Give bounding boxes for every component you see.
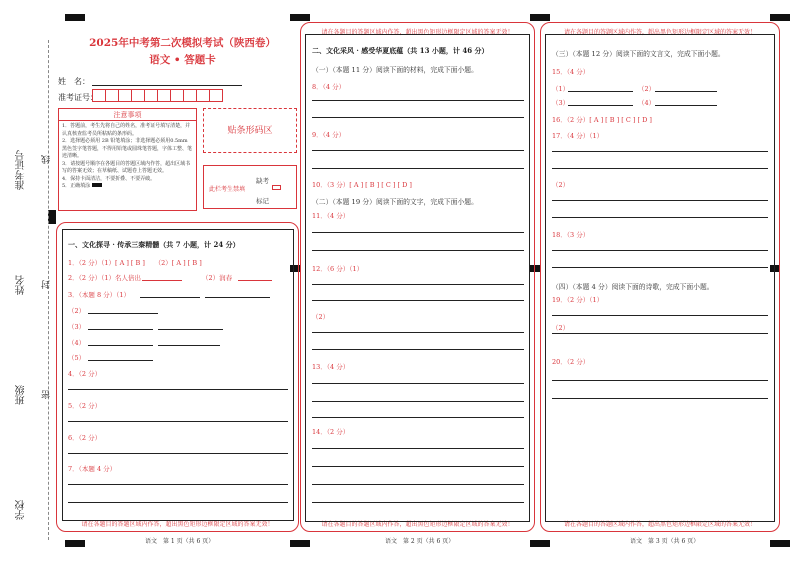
q18-answer-line[interactable] bbox=[552, 267, 768, 268]
q12: 12．（6 分）（1） bbox=[312, 265, 364, 273]
strip-class-label: 班级 bbox=[16, 385, 27, 405]
name-label: 姓 名： bbox=[58, 77, 90, 86]
exam-subtitle: 语文 • 答题卡 bbox=[149, 54, 216, 66]
sub3: （三）（本题 12 分）阅读下面的文言文，完成下面小题。 bbox=[552, 50, 725, 58]
q12-part2: （2） bbox=[312, 313, 330, 321]
q16[interactable]: 16．（2 分）[ A ] [ B ] [ C ] [ D ] bbox=[552, 116, 652, 124]
page2-footer: 语文 第 2 页（共 6 页） bbox=[385, 538, 455, 545]
strip-id-label: 准考证号 bbox=[16, 150, 27, 190]
registration-mark bbox=[290, 14, 310, 21]
sub1: （一）（本题 11 分）阅读下面的材料，完成下面小题。 bbox=[312, 66, 478, 74]
q3-part3: （3） bbox=[68, 323, 86, 331]
q8-answer-line[interactable] bbox=[312, 117, 524, 118]
q15-answer-line[interactable] bbox=[568, 91, 633, 92]
q20: 20．（2 分） bbox=[552, 358, 590, 366]
cut-label: 密 bbox=[42, 390, 52, 399]
q19-part2: （2） bbox=[552, 324, 570, 332]
q7-answer-line[interactable] bbox=[68, 502, 288, 503]
q11: 11．（4 分） bbox=[312, 212, 350, 220]
q17-answer-line[interactable] bbox=[552, 200, 768, 201]
q15-part3: （3） bbox=[552, 99, 570, 107]
q3: 3．（本题 8 分）（1） bbox=[68, 291, 131, 299]
absent-missing: 缺考 bbox=[256, 177, 269, 185]
page1-section-title: 一、文化探寻 · 传承三秦精髓（共 7 小题，计 24 分） bbox=[68, 240, 240, 249]
q15-part1: （1） bbox=[552, 85, 570, 93]
q3-answer-line[interactable] bbox=[158, 329, 223, 330]
q14-answer-line[interactable] bbox=[312, 484, 524, 485]
q2: 2．（2 分）（1）名人倍出 bbox=[68, 274, 141, 282]
page2-section-title: 二、文化采风 · 感受华夏底蕴（共 13 小题，计 46 分） bbox=[312, 46, 489, 55]
page-note: 请在各题目的答题区域内作答，超出黑色矩形边框限定区域的答案无效！ bbox=[563, 29, 756, 36]
q15-answer-line[interactable] bbox=[655, 91, 717, 92]
q1[interactable]: 1．（2 分）（1）[ A ] [ B ] （2）[ A ] [ B ] bbox=[68, 259, 202, 267]
q19-answer-line[interactable] bbox=[552, 315, 768, 316]
q4: 4．（2 分） bbox=[68, 370, 102, 378]
q3-answer-line[interactable] bbox=[140, 297, 200, 298]
notice-item: 5．正确填涂 bbox=[62, 183, 193, 191]
q7: 7．（本题 4 分） bbox=[68, 465, 117, 473]
cut-label: 线 bbox=[42, 155, 52, 164]
q20-answer-line[interactable] bbox=[552, 398, 768, 399]
notice-box bbox=[58, 108, 197, 211]
q2-part2: （2）润春 bbox=[202, 274, 233, 282]
q8-answer-line[interactable] bbox=[312, 100, 524, 101]
q9-answer-line[interactable] bbox=[312, 168, 524, 169]
sub2: （二）（本题 19 分）阅读下面的文字，完成下面小题。 bbox=[312, 198, 478, 206]
q11-answer-line[interactable] bbox=[312, 250, 524, 251]
q12-answer-line[interactable] bbox=[312, 300, 524, 301]
notice-item: 3．请按题号顺序在各题目的答题区域内作答，超出区域书写的答案无效；在草稿纸、试题卷上答题无效。 bbox=[62, 160, 191, 174]
q14-answer-line[interactable] bbox=[312, 448, 524, 449]
q19: 19．（2 分）（1） bbox=[552, 296, 604, 304]
q14-answer-line[interactable] bbox=[312, 502, 524, 503]
q3-part4: （4） bbox=[68, 339, 86, 347]
absent-box bbox=[203, 165, 297, 209]
q13-answer-line[interactable] bbox=[312, 417, 524, 418]
page1-footer: 语文 第 1 页（共 6 页） bbox=[145, 538, 215, 545]
page-note: 请在各题目的答题区域内作答，超出黑色矩形边框限定区域的答案无效！ bbox=[81, 521, 274, 528]
q7-answer-line[interactable] bbox=[68, 484, 288, 485]
notice-item: 2．选择题必须用 2B 铅笔填涂；非选择题必须用0.5mm 黑色签字笔答题，不得用铅笔或圆珠笔答题，字体工整、笔迹清晰。 bbox=[62, 138, 193, 159]
q4-answer-line[interactable] bbox=[68, 389, 288, 390]
strip-school-label: 学校 bbox=[16, 500, 27, 520]
q3-answer-line[interactable] bbox=[205, 297, 270, 298]
exam-title: 2025年中考第二次模拟考试（陕西卷） bbox=[89, 37, 276, 49]
q9-answer-line[interactable] bbox=[312, 150, 524, 151]
q3-answer-line[interactable] bbox=[88, 345, 153, 346]
notice-body bbox=[59, 121, 196, 193]
q14-answer-line[interactable] bbox=[312, 466, 524, 467]
q18-answer-line[interactable] bbox=[552, 250, 768, 251]
registration-mark bbox=[530, 540, 550, 547]
registration-mark bbox=[530, 14, 550, 21]
q14: 14．（2 分） bbox=[312, 428, 350, 436]
q17: 17．（4 分）（1） bbox=[552, 132, 604, 140]
id-label: 准考证号： bbox=[58, 93, 98, 102]
strip-name-label: 姓名 bbox=[16, 275, 27, 295]
q3-answer-line[interactable] bbox=[88, 360, 153, 361]
sub4: （四）（本题 4 分）阅读下面的诗歌，完成下面小题。 bbox=[552, 283, 714, 291]
q5: 5．（2 分） bbox=[68, 402, 102, 410]
barcode-area: 贴条形码区 bbox=[203, 108, 297, 153]
q11-answer-line[interactable] bbox=[312, 232, 524, 233]
absent-checkbox[interactable] bbox=[272, 185, 281, 190]
cut-label: 封 bbox=[42, 280, 52, 289]
registration-mark bbox=[770, 14, 790, 21]
q17-answer-line[interactable] bbox=[552, 168, 768, 169]
id-cells[interactable] bbox=[92, 89, 222, 102]
q12-answer-line[interactable] bbox=[312, 349, 524, 350]
q15: 15．（4 分） bbox=[552, 68, 590, 76]
q8: 8．（4 分） bbox=[312, 83, 346, 91]
q17-answer-line[interactable] bbox=[552, 151, 768, 152]
q13-answer-line[interactable] bbox=[312, 401, 524, 402]
q20-answer-line[interactable] bbox=[552, 380, 768, 381]
q3-part5: （5） bbox=[68, 354, 86, 362]
notice-title: 注意事项 bbox=[59, 109, 196, 121]
q12-answer-line[interactable] bbox=[312, 332, 524, 333]
q10[interactable]: 10．（3 分）[ A ] [ B ] [ C ] [ D ] bbox=[312, 181, 412, 189]
q9: 9．（4 分） bbox=[312, 131, 346, 139]
notice-item: 1．答题前，考生先将自己的姓名，准考证号填写清楚，并认真核查监考员所粘贴的条形码。 bbox=[62, 123, 191, 137]
q3-part2: （2） bbox=[68, 307, 86, 315]
q3-answer-line[interactable] bbox=[158, 345, 220, 346]
registration-mark bbox=[65, 14, 85, 21]
q3-answer-line[interactable] bbox=[88, 329, 153, 330]
page-note: 请在各题目的答题区域内作答，超出黑色矩形边框限定区域的答案无效！ bbox=[321, 521, 514, 528]
q6: 6．（2 分） bbox=[68, 434, 102, 442]
q15-part4: （4） bbox=[638, 99, 656, 107]
page3-footer: 语文 第 3 页（共 6 页） bbox=[630, 538, 700, 545]
q3-answer-line[interactable] bbox=[88, 313, 158, 314]
q15-answer-line[interactable] bbox=[655, 105, 717, 106]
q5-answer-line[interactable] bbox=[68, 421, 288, 422]
page3-answer-area bbox=[545, 34, 775, 522]
q15-answer-line[interactable] bbox=[568, 105, 633, 106]
q13-answer-line[interactable] bbox=[312, 383, 524, 384]
q2-answer-line[interactable] bbox=[238, 280, 272, 281]
absent-mark: 标记 bbox=[256, 197, 269, 205]
name-field[interactable] bbox=[92, 85, 242, 86]
notice-item: 4．保持卡面清洁，不要折叠、不要弄破。 bbox=[62, 175, 156, 182]
registration-mark bbox=[290, 540, 310, 547]
q15-part2: （2） bbox=[638, 85, 656, 93]
q17-answer-line[interactable] bbox=[552, 217, 768, 218]
q18: 18．（3 分） bbox=[552, 231, 590, 239]
page-note: 请在各题目的答题区域内作答，超出黑色矩形边框限定区域的答案无效！ bbox=[563, 521, 756, 528]
q19-answer-line[interactable] bbox=[552, 333, 768, 334]
page-note: 请在各题目的答题区域内作答，超出黑色矩形边框限定区域的答案无效！ bbox=[321, 29, 514, 36]
registration-mark bbox=[65, 540, 85, 547]
absent-label: 此栏考生禁填 bbox=[209, 186, 246, 193]
cut-line bbox=[48, 40, 49, 540]
q17-part2: （2） bbox=[552, 181, 570, 189]
filled-bubble-example bbox=[92, 183, 102, 187]
q2-answer-line[interactable] bbox=[142, 280, 182, 281]
q13: 13．（4 分） bbox=[312, 363, 350, 371]
registration-mark bbox=[770, 540, 790, 547]
q12-answer-line[interactable] bbox=[312, 284, 524, 285]
q6-answer-line[interactable] bbox=[68, 453, 288, 454]
